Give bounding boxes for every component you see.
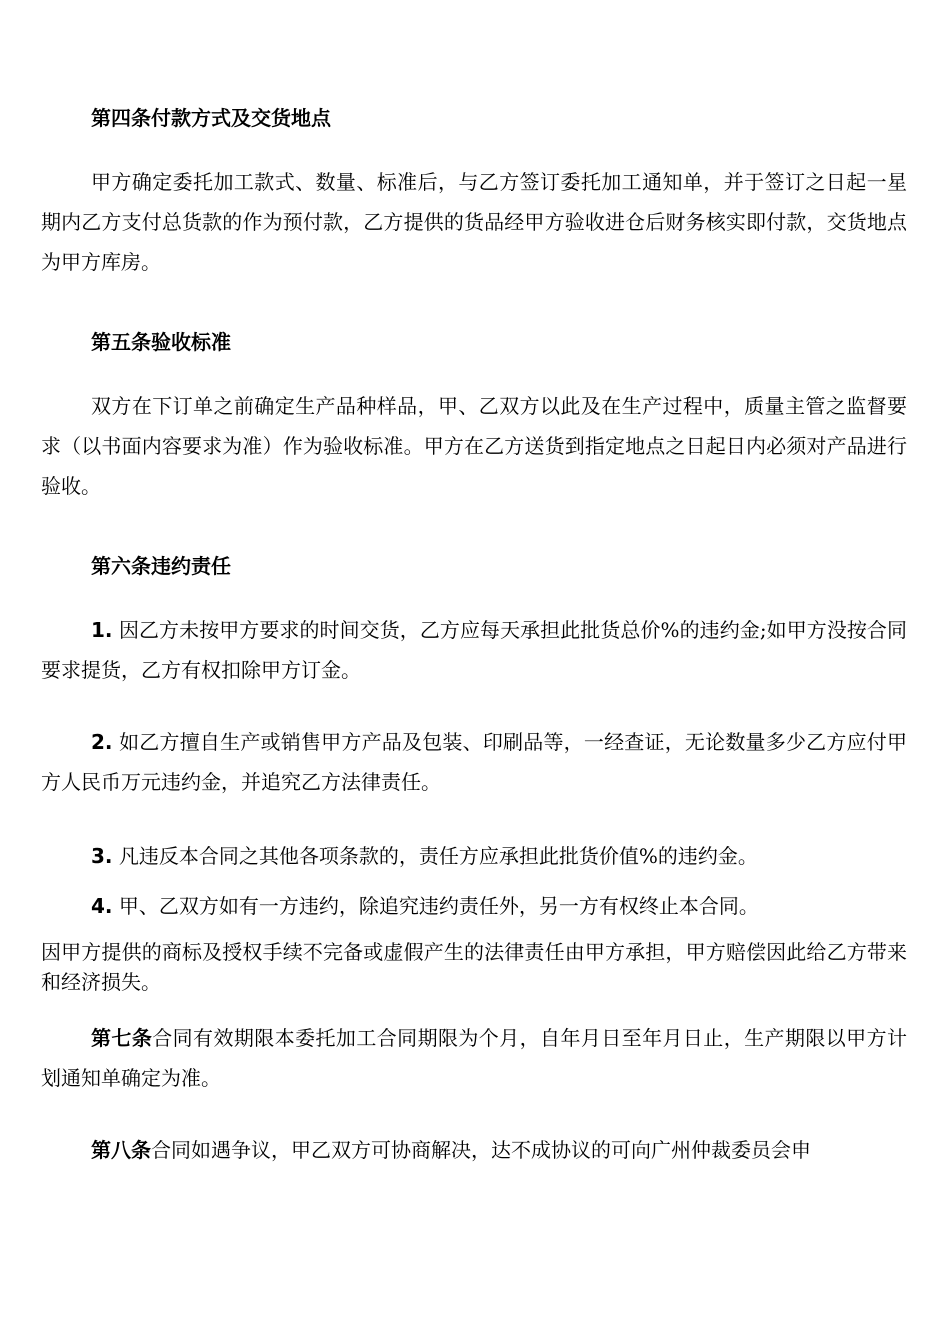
section-5-title: 第五条验收标准 xyxy=(91,330,231,354)
section-8 xyxy=(41,1130,907,1170)
section-6-title: 第六条违约责任 xyxy=(91,554,231,578)
item-text: 甲、乙双方如有一方违约，除追究违约责任外，另一方有权终止本合同。 xyxy=(118,894,759,918)
section-7-lead: 第七条 xyxy=(91,1026,153,1050)
section-6-note: 因甲方提供的商标及授权手续不完备或虚假产生的法律责任由甲方承担，甲方赔偿因此给乙方带来和经济损失。 xyxy=(41,940,907,994)
item-number: 3. xyxy=(91,844,113,868)
section-8-body: 合同如遇争议，甲乙双方可协商解决，达不成协议的可向广州仲裁委员会申 xyxy=(151,1138,811,1162)
item-number: 1. xyxy=(91,618,113,642)
section-4-title: 第四条付款方式及交货地点 xyxy=(91,106,331,130)
section-7 xyxy=(41,1018,907,1098)
section-6-item-2 xyxy=(41,722,907,802)
section-6-item-3 xyxy=(41,836,907,876)
item-text: 凡违反本合同之其他各项条款的，责任方应承担此批货价值%的违约金。 xyxy=(118,844,758,868)
section-7-body: 合同有效期限本委托加工合同期限为个月，自年月日至年月日止，生产期限以甲方计划通知单确定为准。 xyxy=(41,1026,908,1090)
item-number: 4. xyxy=(91,894,113,918)
section-6-item-4 xyxy=(41,886,907,926)
item-text: 如乙方擅自生产或销售甲方产品及包装、印刷品等，一经查证，无论数量多少乙方应付甲方人民币万元违约金，并追究乙方法律责任。 xyxy=(41,730,908,794)
item-number: 2. xyxy=(91,730,113,754)
section-8-lead: 第八条 xyxy=(91,1138,151,1162)
item-text: 因乙方未按甲方要求的时间交货，乙方应每天承担此批货总价%的违约金;如甲方没按合同要求提货，乙方有权扣除甲方订金。 xyxy=(41,618,907,682)
section-5-body: 双方在下订单之前确定生产品种样品，甲、乙双方以此及在生产过程中，质量主管之监督要求（以书面内容要求为准）作为验收标准。甲方在乙方送货到指定地点之日起日内必须对产品进行验收。 xyxy=(41,394,907,498)
section-4-body: 甲方确定委托加工款式、数量、标准后，与乙方签订委托加工通知单，并于签订之日起一星期内乙方支付总货款的作为预付款，乙方提供的货品经甲方验收进仓后财务核实即付款，交货地点为甲方库房。 xyxy=(41,170,907,274)
section-6-item-1 xyxy=(41,610,907,690)
